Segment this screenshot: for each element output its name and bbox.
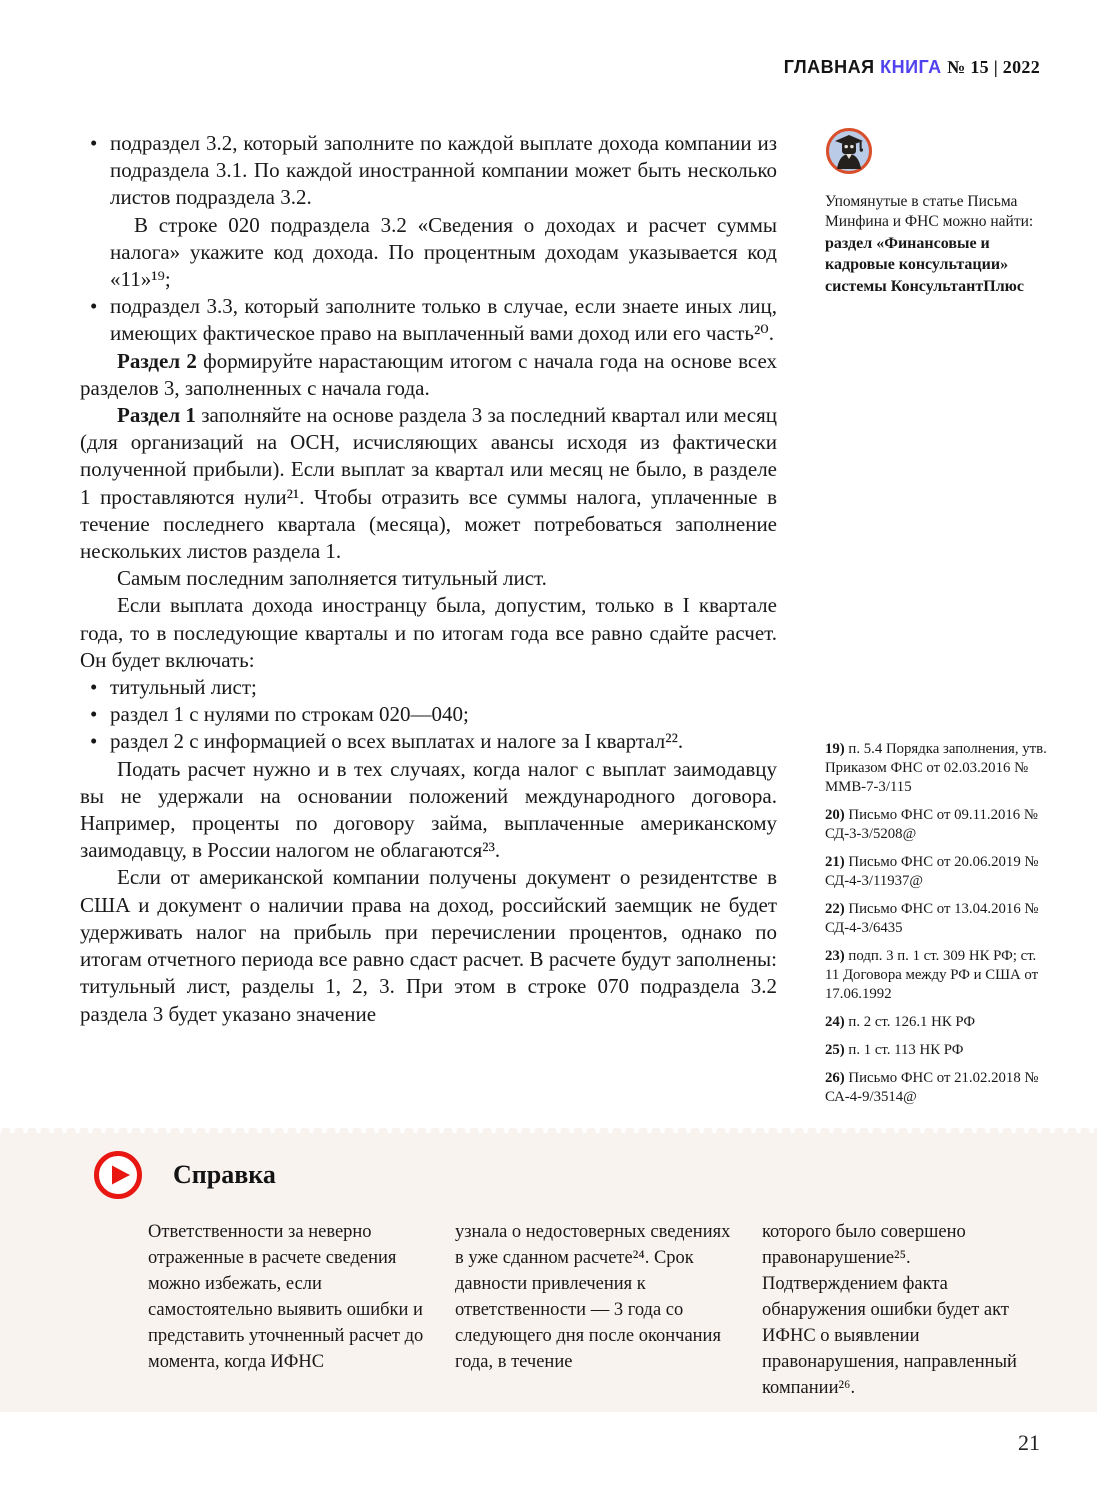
zigzag-edge	[0, 1128, 1097, 1133]
footnote-text: Письмо ФНС от 13.04.2016 № СД-4-3/6435	[825, 901, 1039, 936]
paragraph: Подать расчет нужно и в тех случаях, когда налог с выплат заимодавцу вы не удержали на основании положений международного договора. Например, проценты по договору займа, выплаченные американскому заимодавцу, в России налогом не облагаются²³.	[80, 756, 777, 863]
page-number: 21	[1018, 1430, 1040, 1455]
footnote	[825, 1013, 1047, 1032]
footnote-number: 25)	[825, 1042, 845, 1058]
footnote	[825, 853, 1047, 891]
footnote-number: 24)	[825, 1014, 845, 1030]
footnote-number: 19)	[825, 741, 845, 757]
bullet-list-mid	[80, 674, 777, 756]
footnote-number: 22)	[825, 901, 845, 917]
paragraph: • раздел 2 с информацией о всех выплатах и налоге за I квартал²².	[110, 729, 684, 754]
reference-column-1: Ответственности за неверно отраженные в расчете сведения можно избежать, если самостоятельно выявить ошибки и представить уточненный расчет до момента, когда ИФНС	[148, 1222, 424, 1372]
paragraph-text: формируйте нарастающим итогом с начала года на основе всех разделов 3, заполненных с начала года.	[80, 348, 777, 400]
sidebar-note-text: Упомянутые в статье Письма Минфина и ФНС можно найти:	[825, 192, 1034, 230]
paragraph: Если выплата дохода иностранцу была, допустим, только в I квартале года, то в последующие кварталы и по итогам года все равно сдайте расчет. Он будет включать:	[80, 593, 777, 672]
footnote-number: 20)	[825, 807, 845, 823]
sidebar-note-bold-text: раздел «Финансовые и кадровые консультации» системы КонсультантПлюс	[825, 234, 1024, 295]
footnote	[825, 740, 1047, 797]
paragraph: • подраздел 3.3, который заполните только в случае, если знаете иных лиц, имеющих фактическое право на выплаченный вами доход или его часть²⁰.	[110, 294, 777, 346]
paragraph-razdel2	[80, 348, 777, 402]
footnote	[825, 1041, 1047, 1060]
section-lead: Раздел 2	[117, 348, 197, 373]
footnote	[825, 947, 1047, 1004]
article-body	[80, 130, 777, 1028]
list-item	[110, 674, 777, 701]
paragraph: • титульный лист;	[110, 675, 257, 700]
page-header	[784, 57, 1040, 78]
footnote-text: Письмо ФНС от 21.02.2018 № СА-4-9/3514@	[825, 1070, 1039, 1105]
footnote	[825, 1069, 1047, 1107]
play-icon	[93, 1150, 143, 1200]
reference-column-2: узнала о недостоверных сведениях в уже сданном расчете²⁴. Срок давности привлечения к ответственности — 3 года со следующего дня после окончания года, в течение	[455, 1222, 731, 1372]
list-item	[110, 728, 777, 755]
footnotes-list	[825, 740, 1047, 1116]
paragraph-razdel1	[80, 402, 777, 565]
list-item	[110, 130, 777, 293]
list-item	[110, 701, 777, 728]
sidebar-note	[825, 127, 1043, 297]
footnote-text: Письмо ФНС от 20.06.2019 № СД-4-3/11937@	[825, 854, 1039, 889]
list-item	[110, 293, 777, 347]
paragraph-text: заполняйте на основе раздела 3 за последний квартал или месяц (для организаций на ОСН, исчисляющих авансы исходя из фактически полученной прибыли). Если выплат за квартал или месяц не было, в разделе 1 проставляются нули²¹. Чтобы отразить все суммы налога, уплаченные в течение последнего квартала (месяца), может потребоваться заполнение нескольких листов раздела 1.	[80, 403, 777, 564]
footnote	[825, 806, 1047, 844]
reference-box-title: Справка	[173, 1160, 276, 1189]
scholar-icon	[825, 127, 1043, 182]
paragraph: В строке 020 подраздела 3.2 «Сведения о доходах и расчет суммы налога» укажите код дохода. По процентным доходам указывается код «11»¹⁹;	[110, 212, 777, 292]
paragraph: • раздел 1 с нулями по строкам 020—040;	[110, 702, 469, 727]
reference-box	[0, 1133, 1097, 1412]
footnote-text: Письмо ФНС от 09.11.2016 № СД-3-3/5208@	[825, 807, 1038, 842]
reference-box-header	[93, 1150, 276, 1200]
section-lead: Раздел 1	[117, 403, 196, 428]
paragraph: Самым последним заполняется титульный лист.	[117, 566, 547, 591]
footnote-text: п. 2 ст. 126.1 НК РФ	[844, 1014, 976, 1030]
footnote-text: п. 1 ст. 113 НК РФ	[844, 1042, 964, 1058]
bullet-list-top	[80, 130, 777, 348]
footnote-text: п. 5.4 Порядка заполнения, утв. Приказом ФНС от 02.03.2016 № ММВ-7-3/115	[825, 741, 1047, 795]
footnote-number: 23)	[825, 948, 845, 964]
footnote-text: подп. 3 п. 1 ст. 309 НК РФ; ст. 11 Договора между РФ и США от 17.06.1992	[825, 948, 1039, 1002]
reference-column-3: которого было совершено правонарушение²⁵. Подтверждением факта обнаружения ошибки будет акт ИФНС о выявлении правонарушения, направленный компании²⁶.	[762, 1222, 1017, 1398]
issue-number: № 15 | 2022	[947, 57, 1040, 77]
brand-name-part2: КНИГА	[880, 57, 942, 77]
reference-box-columns	[148, 1219, 1042, 1401]
footnote-number: 26)	[825, 1070, 845, 1086]
footnote-number: 21)	[825, 854, 845, 870]
paragraph: • подраздел 3.2, который заполните по каждой выплате дохода компании из подраздела 3.1. По каждой иностранной компании может быть несколько листов подраздела 3.2.	[110, 131, 777, 210]
paragraph: Если от американской компании получены документ о резидентстве в США и документ о наличии права на доход, российский заемщик не будет удерживать налог на прибыль при перечислении процентов, однако по итогам отчетного периода все равно сдаст расчет. В расчете будут заполнены: титульный лист, разделы 1, 2, 3. При этом в строке 070 подраздела 3.2 раздела 3 будет указано значение	[80, 865, 777, 1026]
footnote	[825, 900, 1047, 938]
brand-name-part1: ГЛАВНАЯ	[783, 57, 875, 77]
